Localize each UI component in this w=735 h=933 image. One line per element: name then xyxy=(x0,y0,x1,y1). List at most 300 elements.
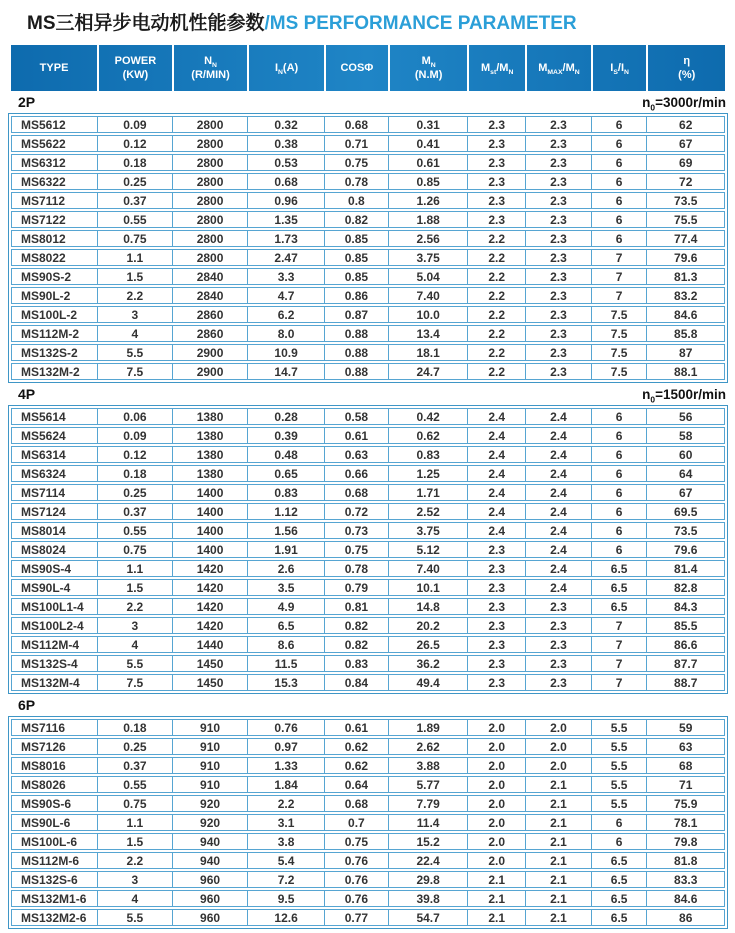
value-cell: 5.5 xyxy=(592,795,648,812)
value-cell: 0.68 xyxy=(325,116,389,133)
type-cell: MS112M-2 xyxy=(11,325,98,342)
value-cell: 2800 xyxy=(173,249,249,266)
value-cell: 2.3 xyxy=(468,655,526,672)
value-cell: 1420 xyxy=(173,598,249,615)
value-cell: 6.5 xyxy=(592,598,648,615)
value-cell: 1.89 xyxy=(389,719,468,736)
value-cell: 0.83 xyxy=(248,484,324,501)
value-cell: 79.8 xyxy=(647,833,725,850)
value-cell: 7 xyxy=(592,268,648,285)
type-cell: MS132M-4 xyxy=(11,674,98,691)
value-cell: 10.1 xyxy=(389,579,468,596)
table-row xyxy=(11,465,725,482)
value-cell: 11.5 xyxy=(248,655,324,672)
value-cell: 960 xyxy=(173,871,249,888)
value-cell: 6 xyxy=(592,541,648,558)
value-cell: 1440 xyxy=(173,636,249,653)
value-cell: 2.3 xyxy=(468,636,526,653)
type-cell: MS7122 xyxy=(11,211,98,228)
type-cell: MS100L-6 xyxy=(11,833,98,850)
table-row xyxy=(11,871,725,888)
value-cell: 79.6 xyxy=(647,249,725,266)
value-cell: 29.8 xyxy=(389,871,468,888)
value-cell: 0.53 xyxy=(248,154,324,171)
value-cell: 18.1 xyxy=(389,344,468,361)
value-cell: 54.7 xyxy=(389,909,468,926)
value-cell: 2.1 xyxy=(468,890,526,907)
value-cell: 2.2 xyxy=(98,598,173,615)
table-row xyxy=(11,560,725,577)
value-cell: 6.5 xyxy=(592,871,648,888)
value-cell: 1380 xyxy=(173,446,249,463)
value-cell: 0.82 xyxy=(325,636,389,653)
value-cell: 1.5 xyxy=(98,579,173,596)
value-cell: 73.5 xyxy=(647,522,725,539)
value-cell: 2.4 xyxy=(468,427,526,444)
value-cell: 2.3 xyxy=(526,674,592,691)
value-cell: 1.12 xyxy=(248,503,324,520)
value-cell: 2.1 xyxy=(526,909,592,926)
type-cell: MS100L2-4 xyxy=(11,617,98,634)
value-cell: 2.3 xyxy=(526,135,592,152)
value-cell: 1380 xyxy=(173,408,249,425)
value-cell: 0.8 xyxy=(325,192,389,209)
value-cell: 2.3 xyxy=(526,268,592,285)
value-cell: 1.91 xyxy=(248,541,324,558)
value-cell: 3.1 xyxy=(248,814,324,831)
section-table-block xyxy=(8,113,728,383)
value-cell: 2900 xyxy=(173,363,249,380)
table-row xyxy=(11,154,725,171)
table-row xyxy=(11,541,725,558)
type-cell: MS5612 xyxy=(11,116,98,133)
value-cell: 0.32 xyxy=(248,116,324,133)
value-cell: 3 xyxy=(98,617,173,634)
value-cell: 73.5 xyxy=(647,192,725,209)
value-cell: 58 xyxy=(647,427,725,444)
value-cell: 1.5 xyxy=(98,268,173,285)
column-header-6: $M_{st}/M_N$ xyxy=(468,45,526,91)
value-cell: 2.3 xyxy=(468,579,526,596)
section-table-block xyxy=(8,716,728,929)
table-row xyxy=(11,408,725,425)
value-cell: 0.75 xyxy=(98,795,173,812)
value-cell: 7 xyxy=(592,249,648,266)
value-cell: 1.1 xyxy=(98,249,173,266)
value-cell: 5.5 xyxy=(592,738,648,755)
value-cell: 2.0 xyxy=(526,757,592,774)
value-cell: 2.3 xyxy=(468,598,526,615)
value-cell: 5.4 xyxy=(248,852,324,869)
value-cell: 2800 xyxy=(173,211,249,228)
value-cell: 0.75 xyxy=(325,541,389,558)
table-row xyxy=(11,211,725,228)
column-header-1: POWER (KW) xyxy=(98,45,173,91)
value-cell: 1.71 xyxy=(389,484,468,501)
value-cell: 2.3 xyxy=(468,560,526,577)
value-cell: 0.64 xyxy=(325,776,389,793)
value-cell: 2.2 xyxy=(98,287,173,304)
value-cell: 2.1 xyxy=(526,776,592,793)
value-cell: 2.3 xyxy=(526,617,592,634)
value-cell: 1.73 xyxy=(248,230,324,247)
value-cell: 0.73 xyxy=(325,522,389,539)
value-cell: 0.25 xyxy=(98,173,173,190)
value-cell: 2.2 xyxy=(468,287,526,304)
value-cell: 2.0 xyxy=(468,738,526,755)
value-cell: 2.2 xyxy=(468,325,526,342)
value-cell: 2.0 xyxy=(526,719,592,736)
value-cell: 9.5 xyxy=(248,890,324,907)
value-cell: 6 xyxy=(592,465,648,482)
value-cell: 2.2 xyxy=(468,249,526,266)
value-cell: 2.47 xyxy=(248,249,324,266)
table-row xyxy=(11,268,725,285)
value-cell: 5.5 xyxy=(592,776,648,793)
value-cell: 0.82 xyxy=(325,211,389,228)
column-header-9: η (%) xyxy=(647,45,725,91)
value-cell: 86.6 xyxy=(647,636,725,653)
table-row xyxy=(11,522,725,539)
value-cell: 2.0 xyxy=(468,852,526,869)
value-cell: 1450 xyxy=(173,655,249,672)
value-cell: 0.75 xyxy=(98,230,173,247)
value-cell: 6 xyxy=(592,211,648,228)
value-cell: 0.68 xyxy=(325,484,389,501)
value-cell: 2.3 xyxy=(526,192,592,209)
table-row xyxy=(11,427,725,444)
value-cell: 2.56 xyxy=(389,230,468,247)
value-cell: 4 xyxy=(98,890,173,907)
value-cell: 2.4 xyxy=(468,446,526,463)
table-row xyxy=(11,249,725,266)
table-row xyxy=(11,173,725,190)
value-cell: 6 xyxy=(592,484,648,501)
value-cell: 2.2 xyxy=(98,852,173,869)
type-cell: MS7126 xyxy=(11,738,98,755)
value-cell: 1380 xyxy=(173,465,249,482)
value-cell: 2.4 xyxy=(468,522,526,539)
type-cell: MS132M1-6 xyxy=(11,890,98,907)
value-cell: 3.3 xyxy=(248,268,324,285)
value-cell: 0.81 xyxy=(325,598,389,615)
table-row xyxy=(11,655,725,672)
value-cell: 2.2 xyxy=(468,363,526,380)
value-cell: 0.7 xyxy=(325,814,389,831)
value-cell: 6.5 xyxy=(592,890,648,907)
value-cell: 0.85 xyxy=(325,230,389,247)
value-cell: 0.87 xyxy=(325,306,389,323)
type-cell: MS8026 xyxy=(11,776,98,793)
value-cell: 81.3 xyxy=(647,268,725,285)
value-cell: 0.55 xyxy=(98,776,173,793)
value-cell: 8.0 xyxy=(248,325,324,342)
value-cell: 2.2 xyxy=(468,230,526,247)
value-cell: 7.5 xyxy=(592,363,648,380)
type-cell: MS6312 xyxy=(11,154,98,171)
value-cell: 2.3 xyxy=(526,173,592,190)
value-cell: 13.4 xyxy=(389,325,468,342)
value-cell: 2.3 xyxy=(526,598,592,615)
value-cell: 6 xyxy=(592,154,648,171)
value-cell: 0.41 xyxy=(389,135,468,152)
value-cell: 2.4 xyxy=(468,503,526,520)
column-header-4: COSΦ xyxy=(325,45,389,91)
value-cell: 5.5 xyxy=(592,719,648,736)
data-table xyxy=(11,406,725,693)
value-cell: 2.1 xyxy=(468,909,526,926)
table-row xyxy=(11,617,725,634)
value-cell: 4.9 xyxy=(248,598,324,615)
value-cell: 11.4 xyxy=(389,814,468,831)
table-row xyxy=(11,814,725,831)
type-cell: MS6314 xyxy=(11,446,98,463)
value-cell: 2800 xyxy=(173,230,249,247)
value-cell: 0.48 xyxy=(248,446,324,463)
value-cell: 78.1 xyxy=(647,814,725,831)
value-cell: 6 xyxy=(592,446,648,463)
value-cell: 6 xyxy=(592,135,648,152)
value-cell: 0.88 xyxy=(325,325,389,342)
value-cell: 0.68 xyxy=(248,173,324,190)
value-cell: 2.3 xyxy=(468,154,526,171)
value-cell: 6.5 xyxy=(592,852,648,869)
table-row xyxy=(11,776,725,793)
value-cell: 0.88 xyxy=(325,344,389,361)
title-chinese: MS三相异步电动机性能参数 xyxy=(27,13,265,34)
table-header-band xyxy=(8,45,728,91)
value-cell: 67 xyxy=(647,135,725,152)
type-cell: MS132M2-6 xyxy=(11,909,98,926)
section-pole-label: 2P xyxy=(18,94,36,110)
value-cell: 0.61 xyxy=(325,719,389,736)
value-cell: 0.71 xyxy=(325,135,389,152)
section-pole-label: 4P xyxy=(18,386,36,402)
value-cell: 0.18 xyxy=(98,719,173,736)
value-cell: 7.5 xyxy=(592,344,648,361)
value-cell: 2.0 xyxy=(468,719,526,736)
column-header-0: TYPE xyxy=(39,61,69,74)
value-cell: 88.1 xyxy=(647,363,725,380)
value-cell: 14.7 xyxy=(248,363,324,380)
value-cell: 2.1 xyxy=(526,852,592,869)
value-cell: 0.78 xyxy=(325,173,389,190)
value-cell: 0.86 xyxy=(325,287,389,304)
value-cell: 7.5 xyxy=(98,674,173,691)
type-cell: MS7114 xyxy=(11,484,98,501)
value-cell: 1.33 xyxy=(248,757,324,774)
section-4p xyxy=(8,383,728,694)
type-cell: MS5622 xyxy=(11,135,98,152)
value-cell: 10.9 xyxy=(248,344,324,361)
value-cell: 6 xyxy=(592,522,648,539)
table-row xyxy=(11,287,725,304)
value-cell: 0.76 xyxy=(325,890,389,907)
value-cell: 7.2 xyxy=(248,871,324,888)
value-cell: 5.5 xyxy=(98,344,173,361)
value-cell: 24.7 xyxy=(389,363,468,380)
value-cell: 6 xyxy=(592,814,648,831)
type-cell: MS6324 xyxy=(11,465,98,482)
value-cell: 56 xyxy=(647,408,725,425)
value-cell: 7 xyxy=(592,636,648,653)
value-cell: 910 xyxy=(173,776,249,793)
type-cell: MS7124 xyxy=(11,503,98,520)
value-cell: 85.5 xyxy=(647,617,725,634)
value-cell: 6 xyxy=(592,503,648,520)
header-row xyxy=(11,45,725,91)
value-cell: 7.79 xyxy=(389,795,468,812)
value-cell: 20.2 xyxy=(389,617,468,634)
value-cell: 2.3 xyxy=(526,636,592,653)
value-cell: 49.4 xyxy=(389,674,468,691)
value-cell: 2.1 xyxy=(526,795,592,812)
value-cell: 920 xyxy=(173,814,249,831)
value-cell: 6.5 xyxy=(592,909,648,926)
value-cell: 960 xyxy=(173,909,249,926)
value-cell: 22.4 xyxy=(389,852,468,869)
value-cell: 2.3 xyxy=(526,116,592,133)
value-cell: 5.12 xyxy=(389,541,468,558)
value-cell: 39.8 xyxy=(389,890,468,907)
value-cell: 2.62 xyxy=(389,738,468,755)
value-cell: 910 xyxy=(173,719,249,736)
value-cell: 69 xyxy=(647,154,725,171)
value-cell: 3 xyxy=(98,306,173,323)
value-cell: 67 xyxy=(647,484,725,501)
value-cell: 72 xyxy=(647,173,725,190)
value-cell: 8.6 xyxy=(248,636,324,653)
value-cell: 0.62 xyxy=(389,427,468,444)
column-header-5: $M_N$ (N.M) xyxy=(389,45,468,91)
value-cell: 0.75 xyxy=(98,541,173,558)
value-cell: 0.76 xyxy=(248,719,324,736)
value-cell: 0.28 xyxy=(248,408,324,425)
value-cell: 83.2 xyxy=(647,287,725,304)
value-cell: 6.5 xyxy=(592,560,648,577)
data-table xyxy=(11,717,725,928)
type-cell: MS5614 xyxy=(11,408,98,425)
value-cell: 1.1 xyxy=(98,560,173,577)
value-cell: 2800 xyxy=(173,192,249,209)
value-cell: 75.5 xyxy=(647,211,725,228)
value-cell: 3.75 xyxy=(389,522,468,539)
value-cell: 26.5 xyxy=(389,636,468,653)
value-cell: 2.4 xyxy=(468,465,526,482)
type-cell: MS90L-2 xyxy=(11,287,98,304)
value-cell: 0.63 xyxy=(325,446,389,463)
value-cell: 1400 xyxy=(173,484,249,501)
value-cell: 5.5 xyxy=(98,909,173,926)
value-cell: 0.84 xyxy=(325,674,389,691)
value-cell: 2.3 xyxy=(468,617,526,634)
value-cell: 0.58 xyxy=(325,408,389,425)
value-cell: 0.83 xyxy=(325,655,389,672)
value-cell: 68 xyxy=(647,757,725,774)
table-row xyxy=(11,719,725,736)
value-cell: 2.3 xyxy=(526,655,592,672)
type-cell: MS90S-2 xyxy=(11,268,98,285)
value-cell: 82.8 xyxy=(647,579,725,596)
value-cell: 0.97 xyxy=(248,738,324,755)
value-cell: 7 xyxy=(592,287,648,304)
value-cell: 6 xyxy=(592,116,648,133)
value-cell: 79.6 xyxy=(647,541,725,558)
type-cell: MS90S-6 xyxy=(11,795,98,812)
value-cell: 75.9 xyxy=(647,795,725,812)
value-cell: 2.4 xyxy=(526,446,592,463)
type-cell: MS90S-4 xyxy=(11,560,98,577)
value-cell: 6 xyxy=(592,173,648,190)
type-cell: MS7112 xyxy=(11,192,98,209)
value-cell: 3.8 xyxy=(248,833,324,850)
value-cell: 0.65 xyxy=(248,465,324,482)
value-cell: 0.96 xyxy=(248,192,324,209)
value-cell: 1420 xyxy=(173,560,249,577)
value-cell: 1.26 xyxy=(389,192,468,209)
table-row xyxy=(11,909,725,926)
table-row xyxy=(11,503,725,520)
value-cell: 83.3 xyxy=(647,871,725,888)
value-cell: 2.3 xyxy=(468,135,526,152)
value-cell: 2.3 xyxy=(468,173,526,190)
value-cell: 0.12 xyxy=(98,135,173,152)
value-cell: 2.0 xyxy=(468,814,526,831)
type-cell: MS7116 xyxy=(11,719,98,736)
value-cell: 60 xyxy=(647,446,725,463)
table-row xyxy=(11,363,725,380)
table-row xyxy=(11,306,725,323)
value-cell: 71 xyxy=(647,776,725,793)
value-cell: 14.8 xyxy=(389,598,468,615)
value-cell: 1.25 xyxy=(389,465,468,482)
type-cell: MS112M-6 xyxy=(11,852,98,869)
value-cell: 2.1 xyxy=(526,871,592,888)
table-row xyxy=(11,833,725,850)
type-cell: MS8014 xyxy=(11,522,98,539)
table-row xyxy=(11,116,725,133)
value-cell: 1400 xyxy=(173,541,249,558)
value-cell: 4 xyxy=(98,636,173,653)
value-cell: 960 xyxy=(173,890,249,907)
value-cell: 87 xyxy=(647,344,725,361)
value-cell: 2.3 xyxy=(468,116,526,133)
value-cell: 2.3 xyxy=(526,287,592,304)
value-cell: 3.75 xyxy=(389,249,468,266)
value-cell: 2.4 xyxy=(468,408,526,425)
value-cell: 2.3 xyxy=(526,249,592,266)
value-cell: 0.66 xyxy=(325,465,389,482)
section-sync-speed: $n_0=3000r/\min$ xyxy=(642,94,726,113)
value-cell: 2800 xyxy=(173,154,249,171)
value-cell: 920 xyxy=(173,795,249,812)
value-cell: 77.4 xyxy=(647,230,725,247)
type-cell: MS90L-6 xyxy=(11,814,98,831)
value-cell: 2.4 xyxy=(526,522,592,539)
table-row xyxy=(11,890,725,907)
value-cell: 2.3 xyxy=(526,344,592,361)
page-title xyxy=(27,8,728,35)
column-header-7: $M_{MAX}/M_N$ xyxy=(526,45,592,91)
value-cell: 15.3 xyxy=(248,674,324,691)
value-cell: 0.88 xyxy=(325,363,389,380)
value-cell: 6 xyxy=(592,427,648,444)
value-cell: 2.4 xyxy=(468,484,526,501)
value-cell: 0.85 xyxy=(389,173,468,190)
value-cell: 2.0 xyxy=(468,833,526,850)
section-heading xyxy=(8,694,728,716)
value-cell: 2.3 xyxy=(526,363,592,380)
